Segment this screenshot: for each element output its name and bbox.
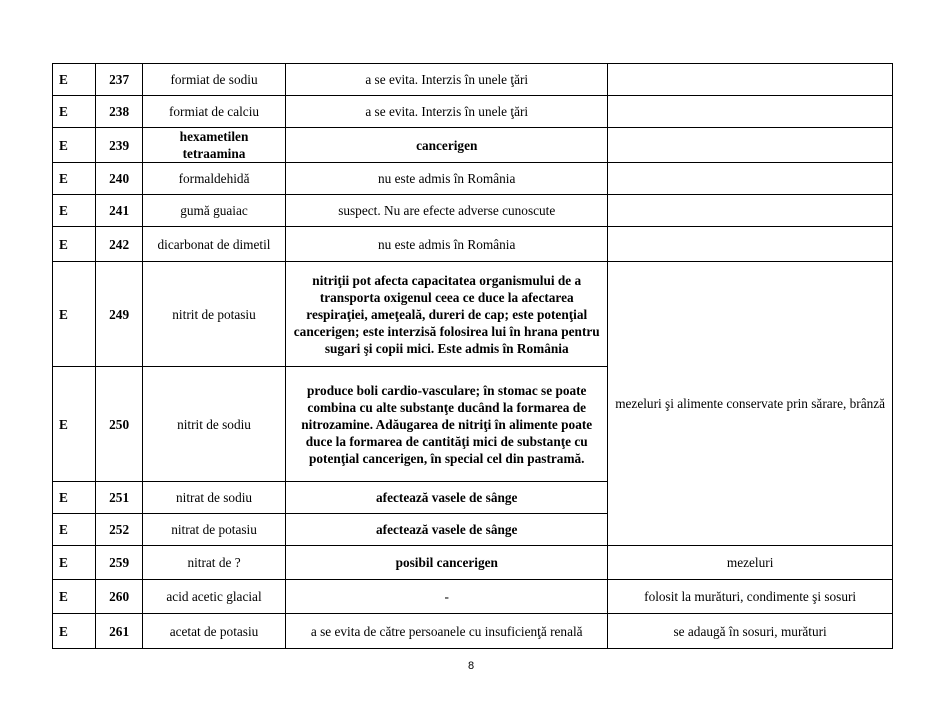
e-prefix-cell: E bbox=[53, 546, 96, 580]
use-cell: mezeluri bbox=[608, 546, 893, 580]
additive-name-cell: hexametilen tetraamina bbox=[142, 128, 285, 163]
additive-name-cell: nitrit de sodiu bbox=[142, 367, 285, 482]
e-number-cell: 250 bbox=[96, 367, 142, 482]
e-number-cell: 237 bbox=[96, 64, 142, 96]
effect-cell: nitriţii pot afecta capacitatea organismului de a transporta oxigenul ceea ce duce la afectarea respiraţiei, ameţeală, dureri de cap; este potenţial cancerigen; este interzisă folosirea lui în hrana pentru sugari şi copii mici. Este admis în România bbox=[286, 262, 608, 367]
e-number-cell: 249 bbox=[96, 262, 142, 367]
table-row bbox=[53, 195, 893, 227]
e-prefix-cell: E bbox=[53, 195, 96, 227]
merged-use-cell: mezeluri şi alimente conservate prin sărare, brânză bbox=[608, 262, 893, 546]
e-number-cell: 261 bbox=[96, 614, 142, 649]
e-prefix-cell: E bbox=[53, 128, 96, 163]
table-row bbox=[53, 163, 893, 195]
e-prefix-cell: E bbox=[53, 227, 96, 262]
effect-cell: - bbox=[286, 580, 608, 614]
e-prefix-cell: E bbox=[53, 262, 96, 367]
effect-cell: afectează vasele de sânge bbox=[286, 482, 608, 514]
additives-table bbox=[52, 63, 893, 649]
page-number: 8 bbox=[467, 660, 475, 672]
use-cell bbox=[608, 227, 893, 262]
table-row bbox=[53, 227, 893, 262]
additive-name-cell: acid acetic glacial bbox=[142, 580, 285, 614]
use-cell bbox=[608, 64, 893, 96]
effect-cell: a se evita. Interzis în unele ţări bbox=[286, 64, 608, 96]
e-prefix-cell: E bbox=[53, 367, 96, 482]
e-prefix-cell: E bbox=[53, 96, 96, 128]
additive-name-cell: nitrit de potasiu bbox=[142, 262, 285, 367]
e-number-cell: 242 bbox=[96, 227, 142, 262]
table-row bbox=[53, 96, 893, 128]
additive-name-cell: nitrat de potasiu bbox=[142, 514, 285, 546]
e-number-cell: 260 bbox=[96, 580, 142, 614]
effect-cell: a se evita de către persoanele cu insuficienţă renală bbox=[286, 614, 608, 649]
e-number-cell: 259 bbox=[96, 546, 142, 580]
additive-name-cell: nitrat de sodiu bbox=[142, 482, 285, 514]
table-row bbox=[53, 546, 893, 580]
additive-name-cell: formiat de sodiu bbox=[142, 64, 285, 96]
e-prefix-cell: E bbox=[53, 482, 96, 514]
table-row bbox=[53, 128, 893, 163]
use-cell bbox=[608, 195, 893, 227]
table-row bbox=[53, 262, 893, 367]
effect-cell: suspect. Nu are efecte adverse cunoscute bbox=[286, 195, 608, 227]
additive-name-cell: acetat de potasiu bbox=[142, 614, 285, 649]
e-number-cell: 251 bbox=[96, 482, 142, 514]
additive-name-cell: formaldehidă bbox=[142, 163, 285, 195]
e-number-cell: 241 bbox=[96, 195, 142, 227]
effect-cell: a se evita. Interzis în unele ţări bbox=[286, 96, 608, 128]
e-prefix-cell: E bbox=[53, 163, 96, 195]
table-row bbox=[53, 614, 893, 649]
e-number-cell: 240 bbox=[96, 163, 142, 195]
use-cell: se adaugă în sosuri, murături bbox=[608, 614, 893, 649]
e-number-cell: 239 bbox=[96, 128, 142, 163]
e-number-cell: 238 bbox=[96, 96, 142, 128]
use-cell bbox=[608, 128, 893, 163]
use-cell bbox=[608, 163, 893, 195]
use-cell: folosit la murături, condimente şi sosuri bbox=[608, 580, 893, 614]
e-prefix-cell: E bbox=[53, 614, 96, 649]
additive-name-cell: gumă guaiac bbox=[142, 195, 285, 227]
e-prefix-cell: E bbox=[53, 64, 96, 96]
effect-cell: cancerigen bbox=[286, 128, 608, 163]
table-row bbox=[53, 64, 893, 96]
e-prefix-cell: E bbox=[53, 514, 96, 546]
additive-name-cell: nitrat de ? bbox=[142, 546, 285, 580]
effect-cell: produce boli cardio-vasculare; în stomac se poate combina cu alte substanţe ducând la formarea de nitrozamine. Adăugarea de nitriţi în alimente poate duce la formarea de cantităţi mici de substanţe cu potenţial cancerigen, în special cel din pastramă. bbox=[286, 367, 608, 482]
effect-cell: posibil cancerigen bbox=[286, 546, 608, 580]
additive-name-cell: formiat de calciu bbox=[142, 96, 285, 128]
additive-name-cell: dicarbonat de dimetil bbox=[142, 227, 285, 262]
e-number-cell: 252 bbox=[96, 514, 142, 546]
use-cell bbox=[608, 96, 893, 128]
effect-cell: afectează vasele de sânge bbox=[286, 514, 608, 546]
effect-cell: nu este admis în România bbox=[286, 163, 608, 195]
table-row bbox=[53, 580, 893, 614]
e-prefix-cell: E bbox=[53, 580, 96, 614]
effect-cell: nu este admis în România bbox=[286, 227, 608, 262]
